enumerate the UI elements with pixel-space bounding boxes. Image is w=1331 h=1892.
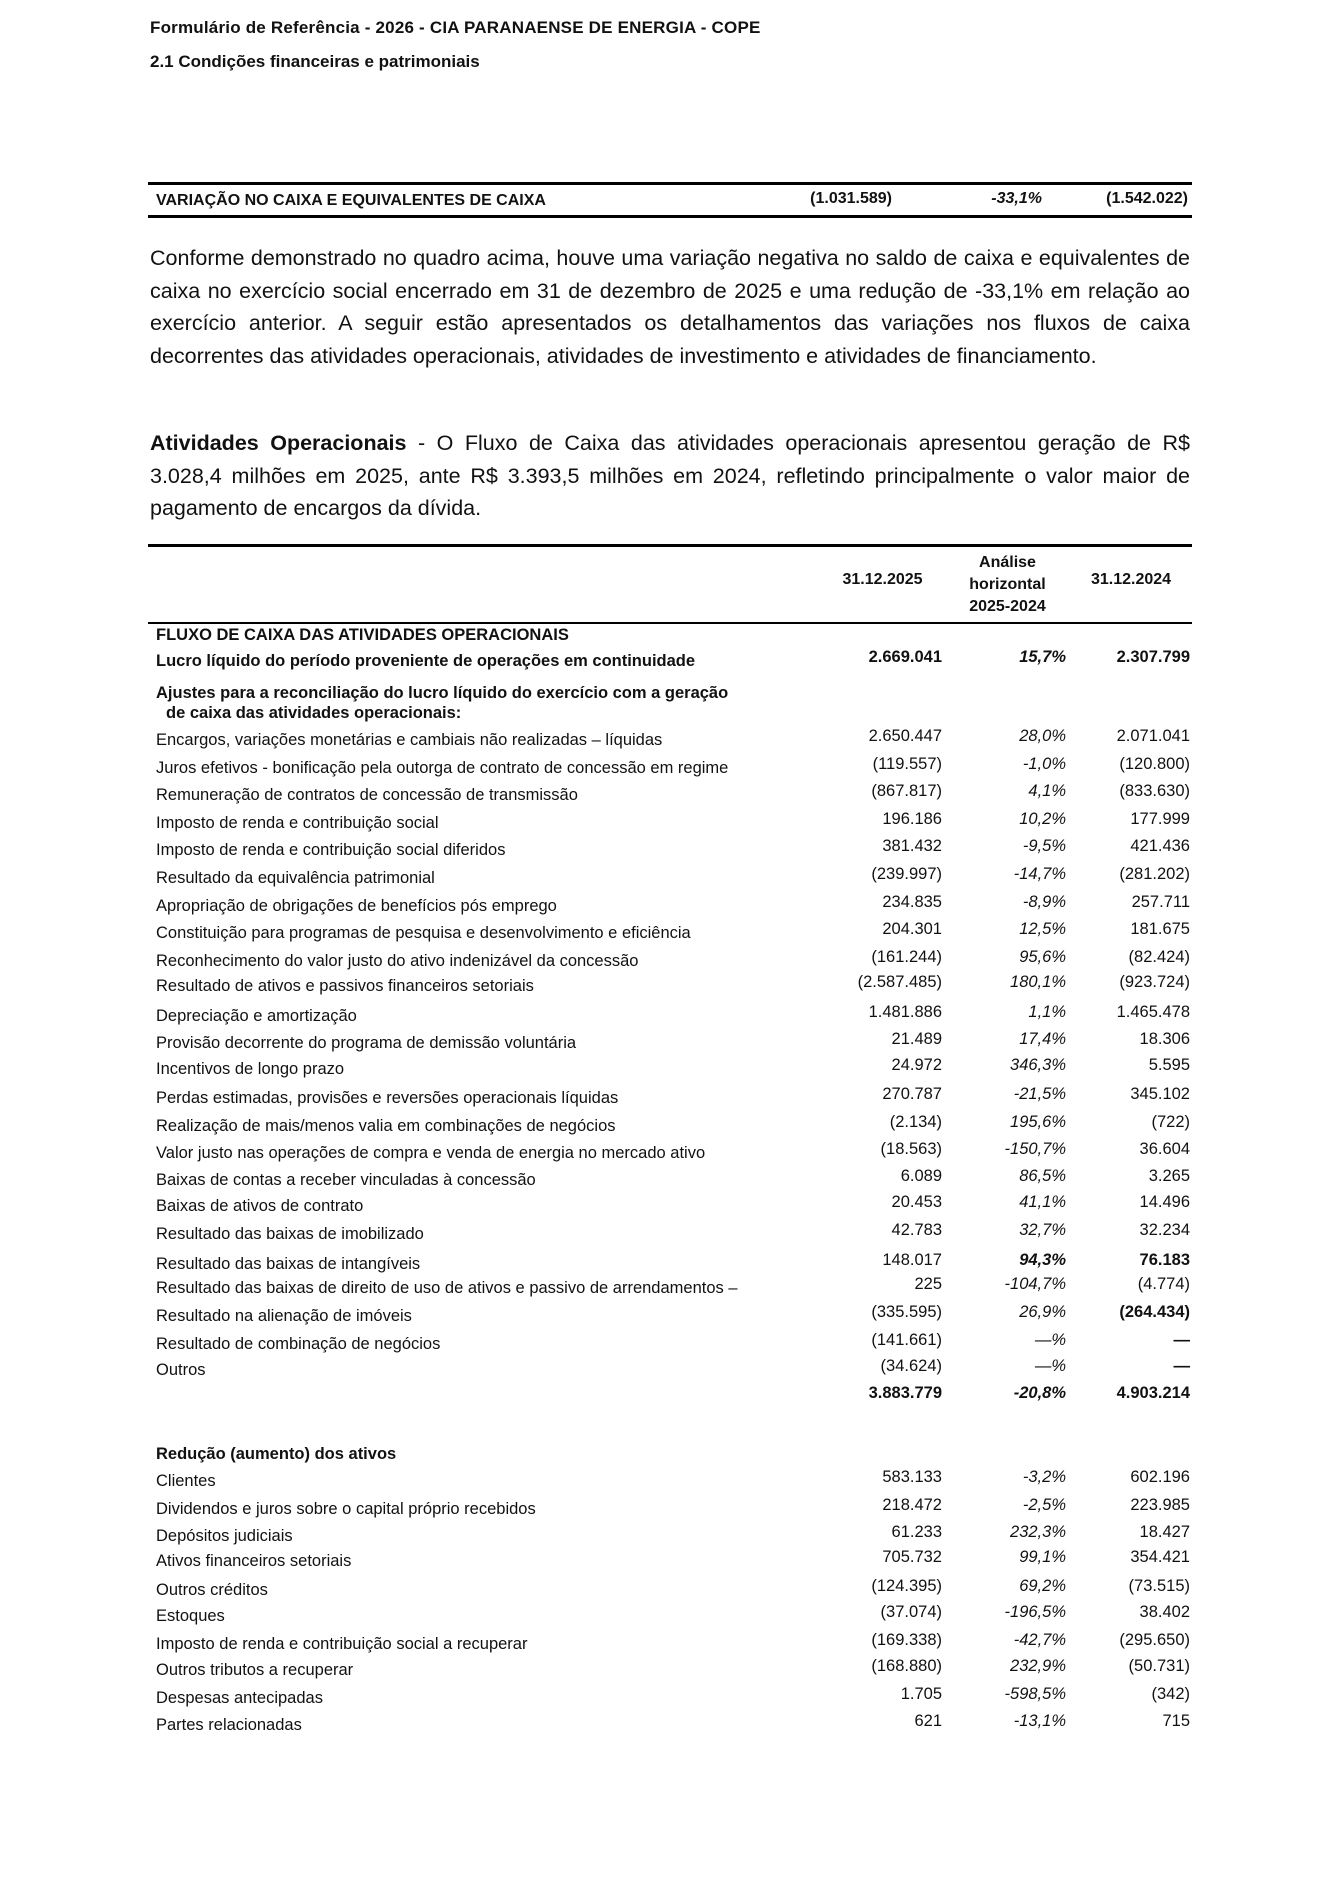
row-label: Remuneração de contratos de concessão de transmissão — [156, 786, 578, 804]
row-value-2025: (2.134) — [889, 1113, 942, 1131]
subtotal-2024: 4.903.214 — [1116, 1384, 1190, 1402]
row-label: Apropriação de obrigações de benefícios pós emprego — [156, 897, 557, 915]
row-value-2025: 21.489 — [891, 1030, 942, 1048]
table-row — [148, 1167, 1192, 1191]
row-value-2025: (34.624) — [880, 1357, 942, 1375]
section-heading: 2.1 Condições financeiras e patrimoniais — [150, 52, 480, 71]
row-value-2025: (867.817) — [871, 782, 942, 800]
row-value-2025: 583.133 — [882, 1468, 942, 1486]
row-value-2024: 3.265 — [1148, 1167, 1190, 1185]
row-value-pct: 195,6% — [1010, 1113, 1066, 1131]
row-label: Resultado da equivalência patrimonial — [156, 869, 435, 887]
table-row — [148, 1085, 1192, 1109]
column-header-analysis-l1: Análise — [979, 554, 1036, 571]
row-value-2024: 345.102 — [1130, 1085, 1190, 1103]
table-row — [148, 948, 1192, 972]
row-label: Reconhecimento do valor justo do ativo indenizável da concessão — [156, 952, 639, 970]
row-value-2024: (281.202) — [1119, 865, 1190, 883]
row-value-2024: 602.196 — [1130, 1468, 1190, 1486]
table-row — [148, 1251, 1192, 1275]
paragraph-intro: Conforme demonstrado no quadro acima, houve uma variação negativa no saldo de caixa e equivalentes de caixa no exercício social encerrado em 31 de dezembro de 2025 e uma redução de -33,1% em relação ao exercício anterior. A seguir estão apresentados os detalhamentos das variações nos fluxos de caixa decorrentes das atividades operacionais, atividades de investimento e atividades de financiamento. — [150, 246, 1190, 368]
row-value-pct: -14,7% — [1013, 865, 1066, 883]
row-value-2025: 61.233 — [891, 1523, 942, 1541]
table-row — [148, 865, 1192, 889]
row-label: Valor justo nas operações de compra e venda de energia no mercado ativo — [156, 1144, 706, 1162]
row-value-2025: 218.472 — [882, 1496, 942, 1514]
table-row — [148, 727, 1192, 751]
row-value-2024: (295.650) — [1119, 1631, 1190, 1649]
row-value-2025: 204.301 — [882, 920, 942, 938]
row-label: Resultado de combinação de negócios — [156, 1335, 441, 1353]
row-value-2024: 2.071.041 — [1116, 727, 1190, 745]
row-value-2025: (239.997) — [871, 865, 942, 883]
adjustments-heading-line1: Ajustes para a reconciliação do lucro líquido do exercício com a geração — [156, 684, 729, 702]
row-label: Baixas de contas a receber vinculadas à concessão — [156, 1171, 536, 1189]
row-label: Resultado na alienação de imóveis — [156, 1307, 412, 1325]
row-value-pct: 10,2% — [1019, 810, 1066, 828]
row-value-2025: 2.669.041 — [868, 648, 942, 666]
table-row — [148, 1003, 1192, 1027]
row-value-pct: 99,1% — [1019, 1548, 1066, 1566]
table-row-net-income — [148, 648, 1192, 672]
row-value-2024: 36.604 — [1139, 1140, 1190, 1158]
table-row — [148, 1113, 1192, 1137]
row-value-pct: 232,3% — [1010, 1523, 1066, 1541]
row-value-pct: 232,9% — [1010, 1657, 1066, 1675]
row-value-2025: 42.783 — [891, 1221, 942, 1239]
table-row — [148, 1357, 1192, 1381]
row-value-2025: (141.661) — [871, 1331, 942, 1349]
paragraph-operating-text: - O Fluxo de Caixa das atividades operacionais apresentou geração de R$ 3.028,4 milhões em 2025, ante R$ 3.393,5 milhões em 2024, refletindo principalmente o valor maior de pagamento de encargos da dívida. — [150, 431, 1190, 520]
section-assets-label: Redução (aumento) dos ativos — [156, 1445, 397, 1463]
row-value-2024: 5.595 — [1148, 1056, 1190, 1074]
table-row — [148, 1030, 1192, 1054]
row-value-2024: 223.985 — [1130, 1496, 1190, 1514]
table-row — [148, 1577, 1192, 1601]
row-value-2025: 24.972 — [891, 1056, 942, 1074]
table-row — [148, 1140, 1192, 1164]
section-assets-title — [148, 1441, 1192, 1465]
row-value-2024: (120.800) — [1119, 755, 1190, 773]
row-value-pct: 28,0% — [1019, 727, 1066, 745]
table-row — [148, 1221, 1192, 1245]
row-label: Baixas de ativos de contrato — [156, 1197, 364, 1215]
row-value-2025: (37.074) — [880, 1603, 942, 1621]
row-value-pct: -21,5% — [1013, 1085, 1066, 1103]
row-value-2024: 14.496 — [1139, 1193, 1190, 1211]
table-row — [148, 893, 1192, 917]
subtotal-pct: -20,8% — [1013, 1384, 1066, 1402]
row-label: Ativos financeiros setoriais — [156, 1552, 352, 1570]
row-value-2024: 715 — [1162, 1712, 1190, 1730]
row-value-2025: 225 — [914, 1275, 942, 1293]
row-label: Estoques — [156, 1607, 225, 1625]
row-value-pct: 17,4% — [1019, 1030, 1066, 1048]
row-value-2025: (335.595) — [871, 1303, 942, 1321]
row-value-pct: -598,5% — [1004, 1685, 1066, 1703]
row-value-2025: 6.089 — [900, 1167, 942, 1185]
row-label: Partes relacionadas — [156, 1716, 302, 1734]
row-label: Depósitos judiciais — [156, 1527, 293, 1545]
row-value-2025: 20.453 — [891, 1193, 942, 1211]
table-row — [148, 1193, 1192, 1217]
row-value-pct: -9,5% — [1022, 837, 1066, 855]
row-value-2024: 1.465.478 — [1116, 1003, 1190, 1021]
row-value-2024: 38.402 — [1139, 1603, 1190, 1621]
row-value-2025: 234.835 — [882, 893, 942, 911]
row-value-2024: — — [1173, 1331, 1190, 1349]
table-row — [148, 1303, 1192, 1327]
paragraph-operating-heading: Atividades Operacionais — [150, 431, 407, 455]
section-operating-title — [148, 622, 1192, 646]
row-value-2025: 1.705 — [900, 1685, 942, 1703]
table-row — [148, 837, 1192, 861]
cash-variation-2024: (1.542.022) — [1106, 190, 1188, 207]
cash-variation-2025: (1.031.589) — [810, 190, 892, 207]
column-header-2025: 31.12.2025 — [842, 571, 923, 588]
table-row — [148, 1657, 1192, 1681]
row-value-2025: 270.787 — [882, 1085, 942, 1103]
row-value-pct: -13,1% — [1013, 1712, 1066, 1730]
row-value-2024: 18.427 — [1139, 1523, 1190, 1541]
row-value-pct: -150,7% — [1004, 1140, 1066, 1158]
table-row — [148, 973, 1192, 997]
row-value-2025: (124.395) — [871, 1577, 942, 1595]
table-row — [148, 782, 1192, 806]
row-value-2025: 1.481.886 — [868, 1003, 942, 1021]
row-label: Imposto de renda e contribuição social diferidos — [156, 841, 506, 859]
row-value-pct: 26,9% — [1019, 1303, 1066, 1321]
row-value-pct: 69,2% — [1019, 1577, 1066, 1595]
row-value-2024: 421.436 — [1130, 837, 1190, 855]
row-value-pct: -1,0% — [1022, 755, 1066, 773]
row-label: Provisão decorrente do programa de demissão voluntária — [156, 1034, 577, 1052]
row-label: Lucro líquido do período proveniente de operações em continuidade — [156, 652, 696, 670]
column-header-analysis-l2: horizontal — [969, 576, 1046, 593]
subtotal-2025: 3.883.779 — [868, 1384, 942, 1402]
row-value-2025: (169.338) — [871, 1631, 942, 1649]
row-value-pct: -42,7% — [1013, 1631, 1066, 1649]
row-label: Resultado das baixas de direito de uso de ativos e passivo de arrendamentos – — [156, 1279, 738, 1297]
table-row — [148, 1685, 1192, 1709]
row-value-2025: 196.186 — [882, 810, 942, 828]
row-label: Imposto de renda e contribuição social — [156, 814, 439, 832]
row-value-pct: —% — [1034, 1357, 1066, 1375]
row-label: Depreciação e amortização — [156, 1007, 357, 1025]
row-label: Outros créditos — [156, 1581, 268, 1599]
row-value-2024: (4.774) — [1137, 1275, 1190, 1293]
row-value-2024: 181.675 — [1130, 920, 1190, 938]
row-label: Resultado de ativos e passivos financeiros setoriais — [156, 977, 534, 995]
row-value-2024: (342) — [1151, 1685, 1190, 1703]
row-value-2024: — — [1173, 1357, 1190, 1375]
row-value-pct: 32,7% — [1019, 1221, 1066, 1239]
table-row — [148, 920, 1192, 944]
table-row — [148, 1603, 1192, 1627]
row-value-pct: -104,7% — [1004, 1275, 1066, 1293]
table-row — [148, 1496, 1192, 1520]
row-value-2024: 354.421 — [1130, 1548, 1190, 1566]
table-row — [148, 1548, 1192, 1572]
row-value-2024: (50.731) — [1128, 1657, 1190, 1675]
row-value-2024: (923.724) — [1119, 973, 1190, 991]
paragraph-operating-activities — [150, 427, 1190, 525]
table-top-rule — [148, 544, 1192, 547]
row-label: Despesas antecipadas — [156, 1689, 323, 1707]
row-value-pct: 41,1% — [1019, 1193, 1066, 1211]
cash-variation-pct: -33,1% — [991, 190, 1042, 207]
table-row-subtotal — [148, 1384, 1192, 1408]
table-row — [148, 1056, 1192, 1080]
row-label: Incentivos de longo prazo — [156, 1060, 345, 1078]
row-value-pct: 86,5% — [1019, 1167, 1066, 1185]
row-value-2025: 148.017 — [882, 1251, 942, 1269]
table-row — [148, 810, 1192, 834]
row-value-pct: 180,1% — [1010, 973, 1066, 991]
row-label: Realização de mais/menos valia em combinações de negócios — [156, 1117, 616, 1135]
row-value-2025: 621 — [914, 1712, 942, 1730]
row-value-2024: 177.999 — [1130, 810, 1190, 828]
row-label: Constituição para programas de pesquisa e desenvolvimento e eficiência — [156, 924, 691, 942]
row-value-2024: 2.307.799 — [1116, 648, 1190, 666]
row-label: Dividendos e juros sobre o capital próprio recebidos — [156, 1500, 536, 1518]
row-value-2024: 257.711 — [1131, 893, 1190, 911]
row-value-pct: -3,2% — [1022, 1468, 1066, 1486]
table-row — [148, 1712, 1192, 1736]
row-value-2025: 705.732 — [882, 1548, 942, 1566]
row-value-2024: 32.234 — [1139, 1221, 1190, 1239]
cash-variation-table — [148, 182, 1192, 218]
cash-variation-label: VARIAÇÃO NO CAIXA E EQUIVALENTES DE CAIXA — [156, 192, 546, 209]
row-value-pct: —% — [1034, 1331, 1066, 1349]
row-value-pct: -2,5% — [1022, 1496, 1066, 1514]
row-value-2024: (722) — [1151, 1113, 1190, 1131]
row-value-pct: 4,1% — [1028, 782, 1066, 800]
row-value-2025: 381.432 — [882, 837, 942, 855]
row-value-pct: -8,9% — [1022, 893, 1066, 911]
row-value-2025: (119.557) — [872, 755, 942, 773]
row-value-2024: 18.306 — [1139, 1030, 1190, 1048]
row-value-pct: 346,3% — [1010, 1056, 1066, 1074]
row-label: Resultado das baixas de imobilizado — [156, 1225, 424, 1243]
row-label: Clientes — [156, 1472, 216, 1490]
row-value-2025: 2.650.447 — [868, 727, 942, 745]
table-row — [148, 1275, 1192, 1299]
table-row — [148, 1331, 1192, 1355]
row-value-2024: (264.434) — [1119, 1303, 1190, 1321]
row-label: Imposto de renda e contribuição social a recuperar — [156, 1635, 528, 1653]
row-value-2024: (73.515) — [1128, 1577, 1190, 1595]
table-row — [148, 755, 1192, 779]
row-value-pct: 15,7% — [1019, 648, 1066, 666]
table-row — [148, 1468, 1192, 1492]
row-value-2024: 76.183 — [1139, 1251, 1190, 1269]
column-header-horizontal-analysis — [945, 552, 1070, 618]
row-value-2025: (2.587.485) — [857, 973, 942, 991]
row-label: Outros tributos a recuperar — [156, 1661, 354, 1679]
row-label: Encargos, variações monetárias e cambiais não realizadas – líquidas — [156, 731, 663, 749]
document-header-title: Formulário de Referência - 2026 - CIA PARANAENSE DE ENERGIA - COPE — [150, 18, 761, 37]
column-header-analysis-l3: 2025-2024 — [969, 598, 1046, 615]
column-header-2024: 31.12.2024 — [1090, 571, 1172, 588]
row-value-pct: -196,5% — [1004, 1603, 1066, 1621]
row-label: Outros — [156, 1361, 206, 1379]
row-label: Resultado das baixas de intangíveis — [156, 1255, 421, 1273]
row-value-2024: (833.630) — [1119, 782, 1190, 800]
row-value-pct: 12,5% — [1019, 920, 1066, 938]
adjustments-heading-line2: de caixa das atividades operacionais: — [166, 704, 462, 722]
row-value-pct: 94,3% — [1019, 1251, 1066, 1269]
row-label: Juros efetivos - bonificação pela outorga de contrato de concessão em regime — [156, 759, 729, 777]
section-operating-label: FLUXO DE CAIXA DAS ATIVIDADES OPERACIONAIS — [156, 626, 569, 644]
table-row — [148, 1631, 1192, 1655]
row-value-2025: (168.880) — [871, 1657, 942, 1675]
row-value-2025: (18.563) — [880, 1140, 942, 1158]
row-label: Perdas estimadas, provisões e reversões operacionais líquidas — [156, 1089, 619, 1107]
table-row — [148, 1523, 1192, 1547]
row-value-2025: (161.244) — [871, 948, 942, 966]
row-value-pct: 95,6% — [1019, 948, 1066, 966]
row-value-2024: (82.424) — [1128, 948, 1190, 966]
row-value-pct: 1,1% — [1028, 1003, 1066, 1021]
adjustments-heading — [156, 683, 728, 723]
